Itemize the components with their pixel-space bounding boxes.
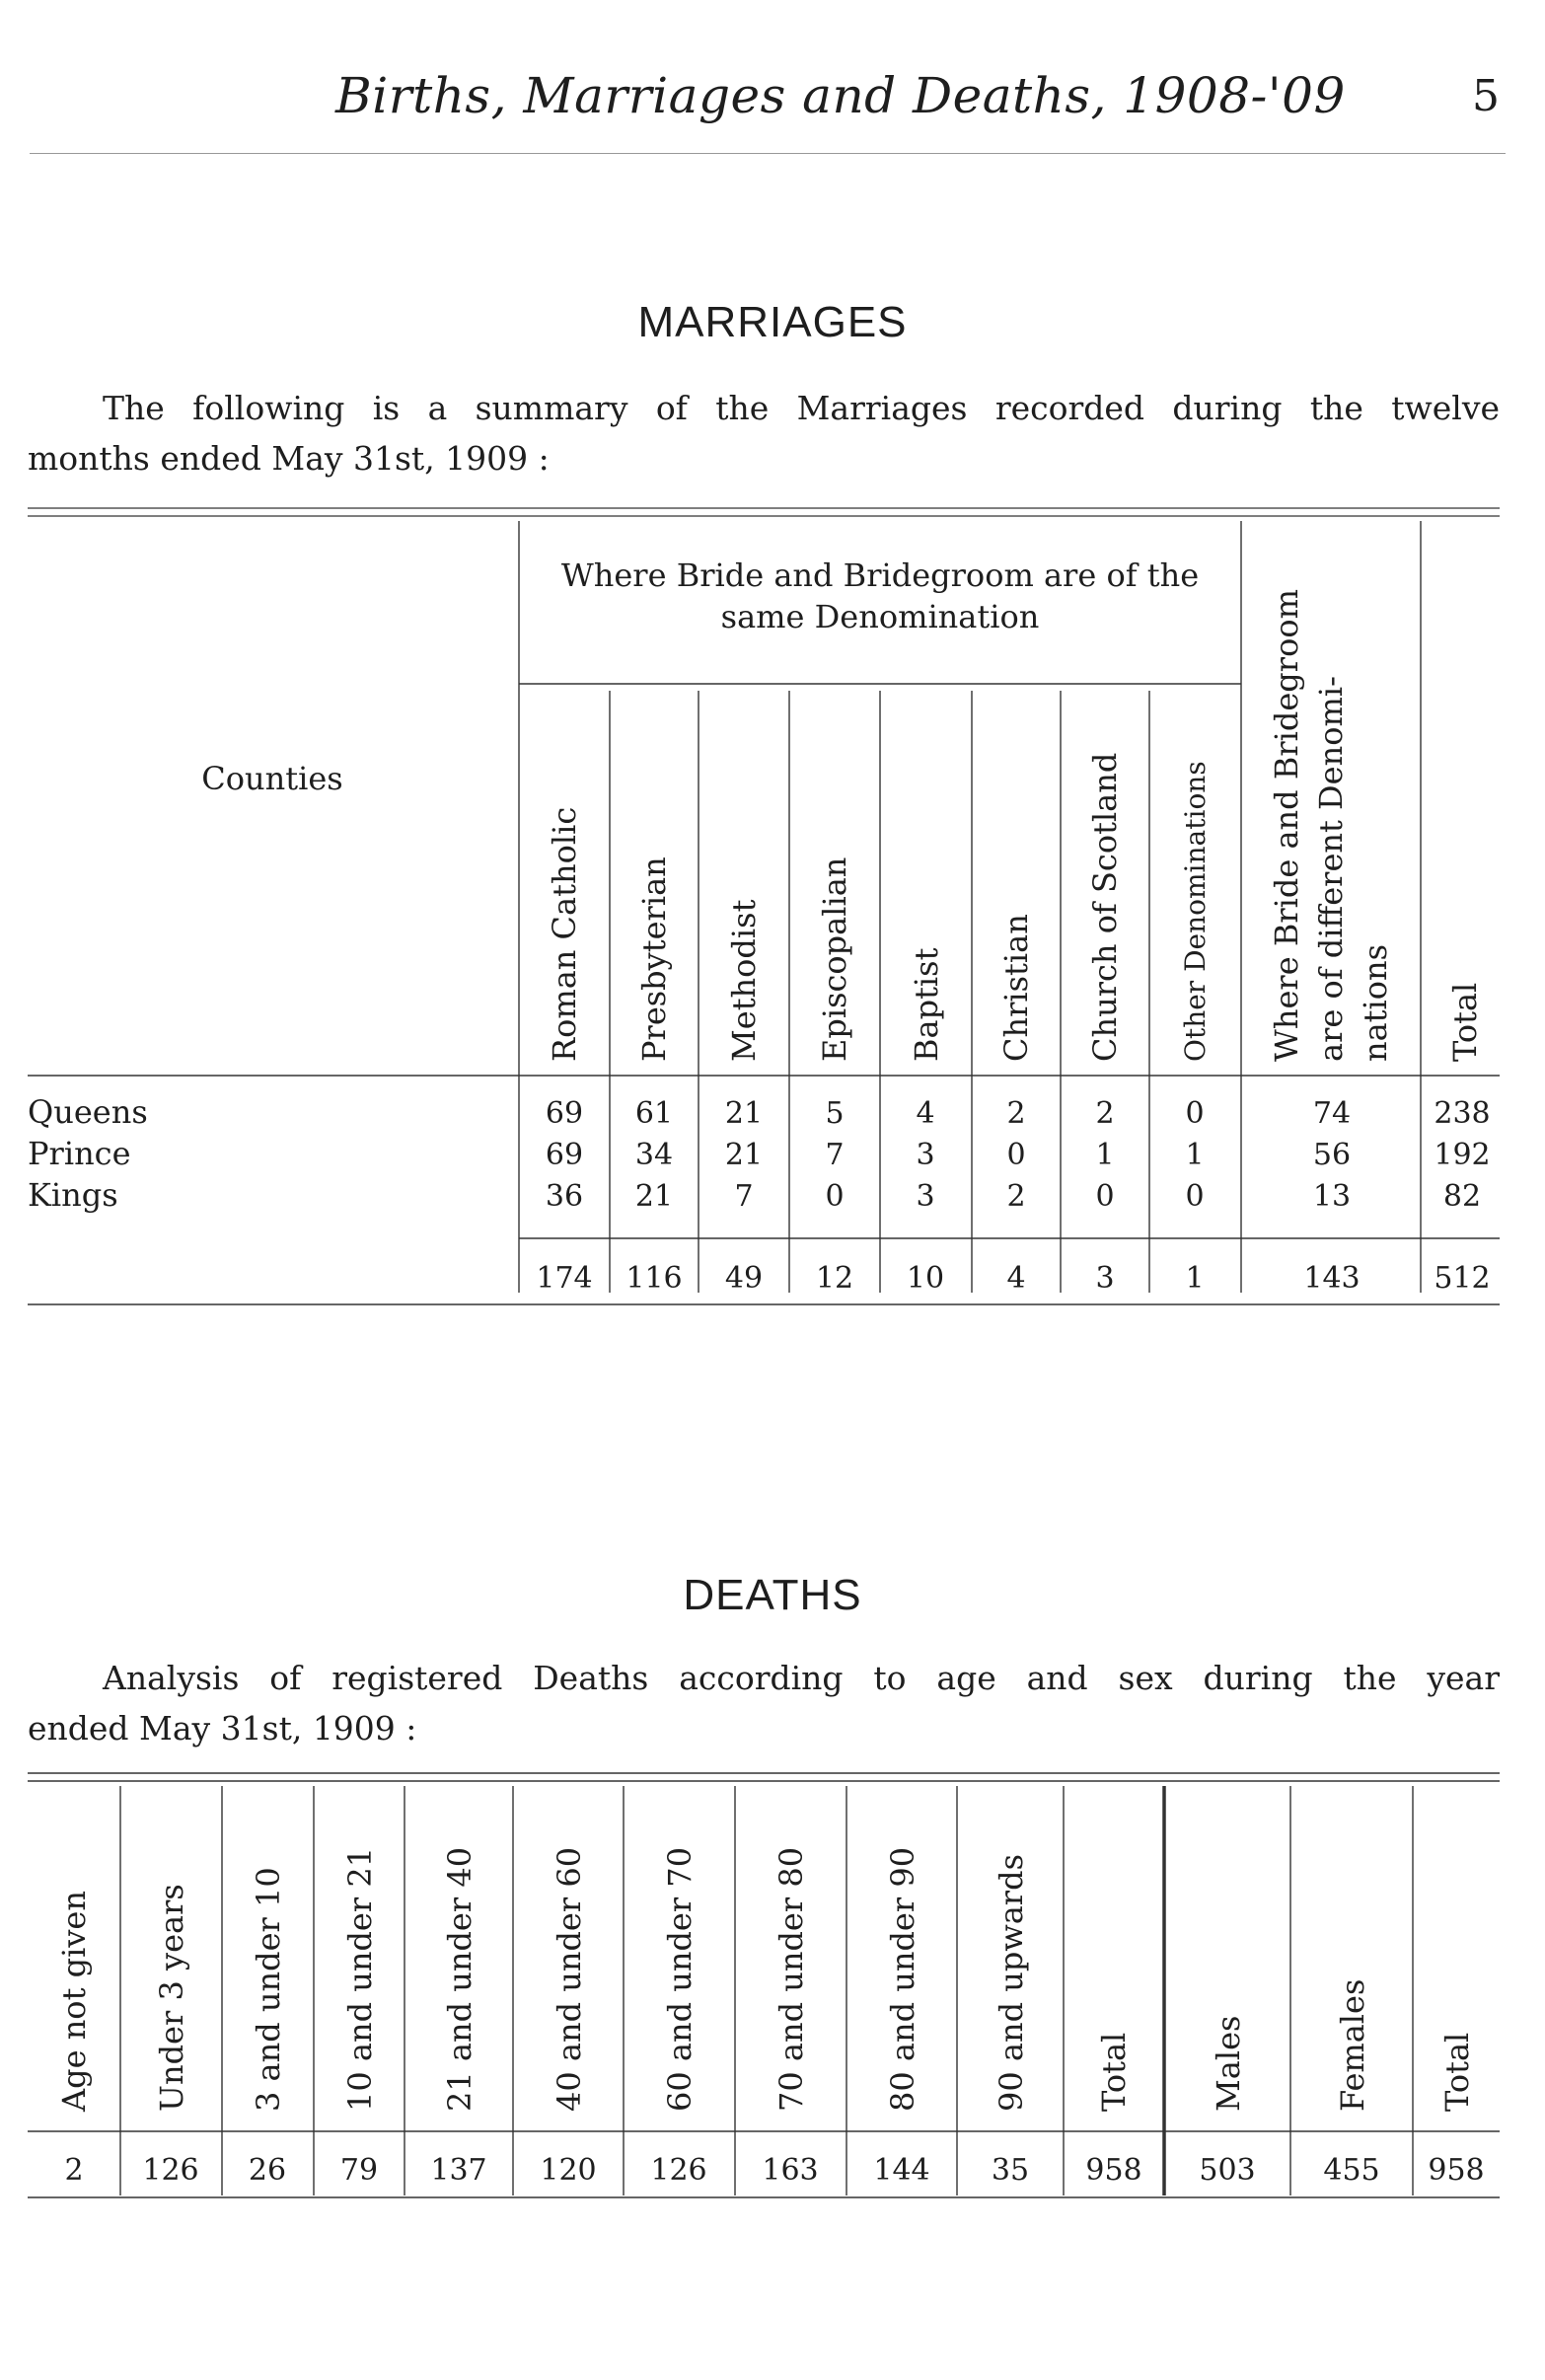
deaths-grid-rules [28,1773,1500,2197]
cell: 163 [762,2153,819,2188]
same-denom-header-line-2: same Denomination [720,598,1040,635]
col-header-methodist: Methodist [725,899,763,1062]
cell: 1 [1185,1138,1205,1172]
cell: 2 [1006,1096,1026,1131]
cell: 69 [545,1138,584,1172]
marriages-intro [28,383,1500,483]
marriages-totals-row [536,1261,1490,1296]
cell-total: 192 [1434,1138,1491,1172]
col-header-other-denominations: Other Denominations [1179,761,1212,1062]
different-header-line-1: Where Bride and Bridegroom [1268,589,1305,1062]
cell: 1 [1095,1138,1115,1172]
cell: 126 [142,2153,199,2188]
cell: 120 [540,2153,597,2188]
cell: 69 [545,1096,584,1131]
marriages-row-queens [28,1093,1491,1131]
cell: 503 [1199,2153,1256,2188]
cell: 26 [248,2153,287,2188]
cell: 958 [1085,2153,1142,2188]
county-label: Queens [28,1093,148,1131]
cell-different: 56 [1312,1138,1352,1172]
col-header-church-of-scotland: Church of Scotland [1086,752,1124,1062]
cell: 0 [1006,1138,1026,1172]
cell: 144 [873,2153,930,2188]
col-header: Males [1210,2015,1247,2112]
different-header-line-2: are of different Denomi- [1312,676,1350,1062]
col-header: 90 and upwards [993,1854,1030,2112]
deaths-intro-line-2: ended May 31st, 1909 : [28,1709,417,1748]
cell: 34 [634,1138,674,1172]
page-number: 5 [1472,71,1500,121]
marriages-title: MARRIAGES [637,298,908,346]
same-denom-header-line-1: Where Bride and Bridegroom are of the [560,557,1200,594]
cell: 4 [1006,1261,1026,1296]
county-label: Kings [28,1176,118,1214]
different-header-line-3: nations [1357,943,1394,1062]
col-header: Age not given [55,1891,93,2112]
col-header: 3 and under 10 [250,1867,287,2112]
cell-different: 143 [1303,1261,1361,1296]
marriages-intro-line-2: months ended May 31st, 1909 : [28,439,550,478]
marriages-table [0,503,1545,1322]
cell: 21 [724,1096,764,1131]
cell: 10 [906,1261,945,1296]
cell-different: 74 [1312,1096,1352,1131]
cell: 2 [1095,1096,1115,1131]
cell: 455 [1323,2153,1380,2188]
marriages-row-prince [28,1135,1491,1172]
cell: 7 [825,1138,845,1172]
deaths-values-row [64,2153,1484,2188]
cell: 2 [64,2153,84,2188]
col-header-roman-catholic: Roman Catholic [546,806,583,1062]
col-header-baptist: Baptist [908,947,945,1062]
deaths-title: DEATHS [683,1571,862,1619]
cell: 137 [430,2153,487,2188]
deaths-intro-line-1: Analysis of registered Deaths according to age and sex during the year [103,1659,1500,1697]
col-header: Females [1334,1978,1371,2112]
cell: 21 [724,1138,764,1172]
col-header: Under 3 years [153,1884,190,2112]
cell: 958 [1428,2153,1485,2188]
cell: 12 [815,1261,854,1296]
cell: 61 [634,1096,674,1131]
cell: 0 [825,1179,845,1214]
cell-different: 13 [1312,1179,1352,1214]
deaths-table-grid [0,1771,1545,2205]
col-header: 10 and under 21 [341,1846,379,2112]
col-header: 60 and under 70 [661,1846,699,2112]
col-header-episcopalian: Episcopalian [816,856,853,1062]
cell: 116 [625,1261,683,1296]
running-title: Births, Marriages and Deaths, 1908-'09 [335,67,1346,124]
cell: 1 [1185,1261,1205,1296]
cell: 21 [634,1179,674,1214]
cell: 0 [1185,1096,1205,1131]
cell: 79 [339,2153,379,2188]
cell: 7 [734,1179,754,1214]
cell: 35 [991,2153,1030,2188]
marriages-row-kings [28,1176,1481,1214]
col-header: 21 and under 40 [441,1846,478,2112]
col-header: 40 and under 60 [551,1846,588,2112]
cell: 0 [1095,1179,1115,1214]
cell: 3 [1095,1261,1115,1296]
county-label: Prince [28,1135,131,1172]
marriages-intro-line-1: The following is a summary of the Marriages recorded during the twelve [103,389,1500,427]
cell: 2 [1006,1179,1026,1214]
cell-total: 512 [1434,1261,1491,1296]
cell: 174 [536,1261,593,1296]
cell: 3 [916,1138,935,1172]
cell-total: 238 [1434,1096,1491,1131]
col-header-christian: Christian [997,914,1035,1062]
col-header: 80 and under 90 [884,1846,921,2112]
cell: 5 [825,1096,845,1131]
total-header: Total [1446,982,1484,1062]
col-header: 70 and under 80 [772,1846,810,2112]
cell-total: 82 [1442,1179,1482,1214]
cell: 49 [724,1261,764,1296]
cell: 36 [545,1179,584,1214]
cell: 0 [1185,1179,1205,1214]
cell: 126 [650,2153,707,2188]
col-header: Total [1438,2032,1476,2112]
col-header-presbyterian: Presbyterian [635,856,673,1062]
header-rule [30,153,1506,154]
cell: 4 [916,1096,935,1131]
cell: 3 [916,1179,935,1214]
counties-header: Counties [201,760,343,797]
col-header: Total [1095,2032,1133,2112]
